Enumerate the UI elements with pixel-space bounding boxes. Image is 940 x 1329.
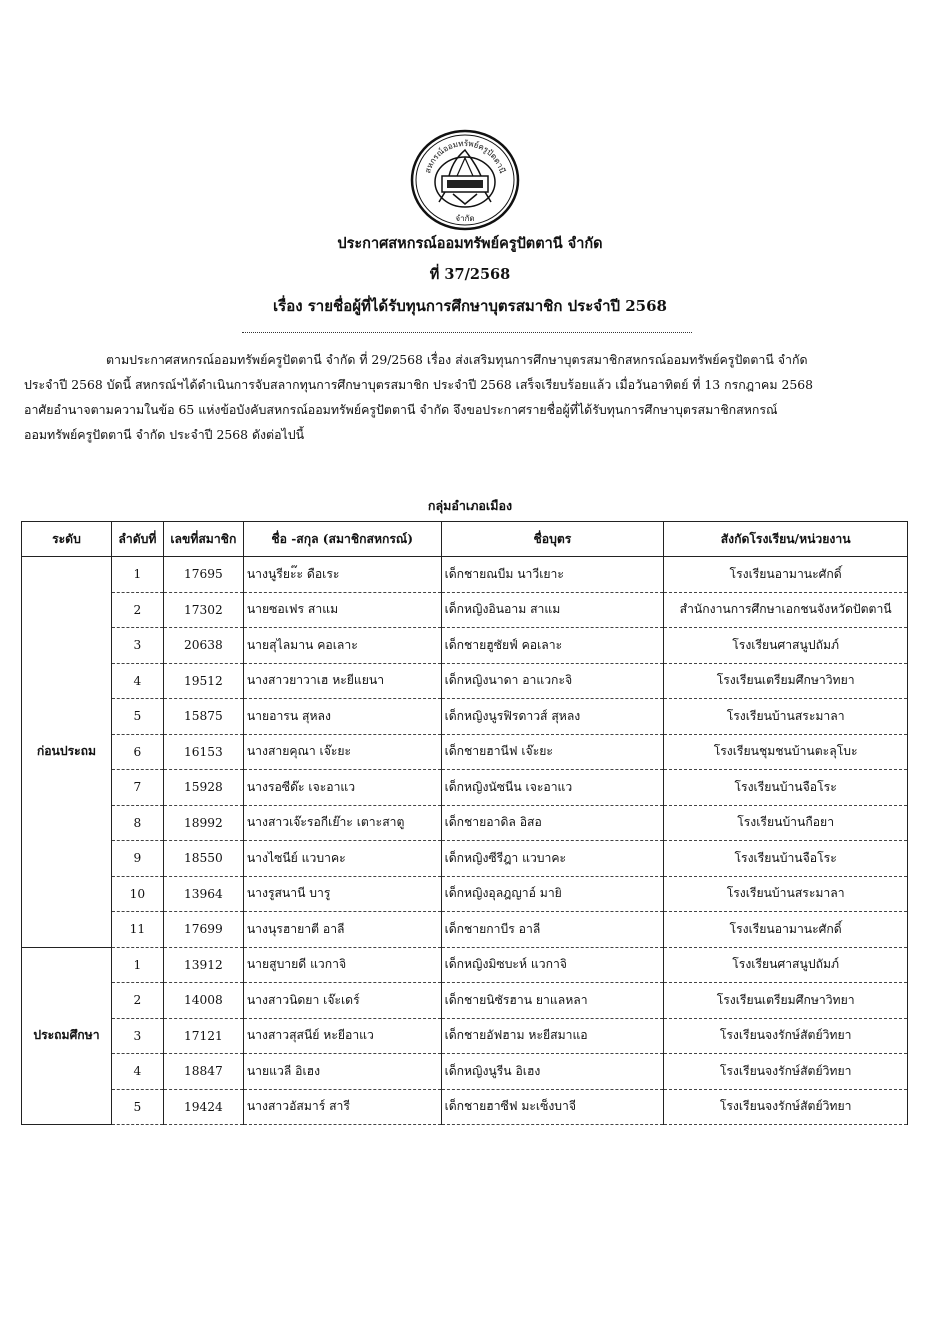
announcement-subject: เรื่อง รายชื่อผู้ที่ได้รับทุนการศึกษาบุตรสมาชิก ประจำปี 2568 bbox=[273, 297, 667, 315]
dotted-divider bbox=[242, 332, 692, 333]
order-cell: 1 bbox=[111, 947, 163, 983]
school-cell: โรงเรียนจงรักษ์สัตย์วิทยา bbox=[664, 1089, 908, 1125]
child-name-cell: เด็กชายฮาซีฟ มะเซ็งบาจี bbox=[441, 1089, 664, 1125]
child-name-cell: เด็กชายฮานีฟ เจ๊ะยะ bbox=[441, 734, 664, 770]
child-name-cell: เด็กชายนิซัรฮาน ยาแลหลา bbox=[441, 983, 664, 1019]
member-name-cell: นางนุรฮายาตี อาลี bbox=[243, 912, 441, 948]
header-order: ลำดับที่ bbox=[111, 522, 163, 557]
table-row bbox=[22, 592, 908, 628]
school-cell: โรงเรียนบ้านกือยา bbox=[664, 805, 908, 841]
member-id-cell: 15875 bbox=[163, 699, 243, 735]
member-name-cell: นายอารน สุหลง bbox=[243, 699, 441, 735]
member-name-cell: นายซอเฟร สาแม bbox=[243, 592, 441, 628]
header-school: สังกัดโรงเรียน/หน่วยงาน bbox=[664, 522, 908, 557]
member-name-cell: นายสูบายดี แวกาจิ bbox=[243, 947, 441, 983]
member-name-cell: นางรอซีด๊ะ เจะอาแว bbox=[243, 770, 441, 806]
member-name-cell: นายแวลี อิเฮง bbox=[243, 1054, 441, 1090]
order-cell: 4 bbox=[111, 663, 163, 699]
table-row bbox=[22, 947, 908, 983]
school-cell: โรงเรียนชุมชนบ้านตะลุโบะ bbox=[664, 734, 908, 770]
order-cell: 6 bbox=[111, 734, 163, 770]
member-name-cell: นางรูสนานี บารู bbox=[243, 876, 441, 912]
table-row bbox=[22, 841, 908, 877]
order-cell: 2 bbox=[111, 592, 163, 628]
member-id-cell: 17121 bbox=[163, 1018, 243, 1054]
school-cell: โรงเรียนบ้านจือโระ bbox=[664, 770, 908, 806]
table-row bbox=[22, 628, 908, 664]
order-cell: 10 bbox=[111, 876, 163, 912]
school-cell: โรงเรียนอามานะศักดิ์ bbox=[664, 557, 908, 593]
member-id-cell: 18847 bbox=[163, 1054, 243, 1090]
table-row bbox=[22, 770, 908, 806]
body-line: ประจำปี 2568 บัดนี้ สหกรณ์ฯได้ดำเนินการจับสลากทุนการศึกษาบุตรสมาชิก ประจำปี 2568 เสร็จเรียบร้อยแล้ว เมื่อวันอาทิตย์ ที่ 13 กรกฎาคม 2568 bbox=[24, 377, 813, 392]
child-name-cell: เด็กหญิงนาดา อาแวกะจิ bbox=[441, 663, 664, 699]
school-cell: โรงเรียนศาสนูปถัมภ์ bbox=[664, 947, 908, 983]
seal-bottom-text: จำกัด bbox=[455, 214, 475, 223]
table-row bbox=[22, 699, 908, 735]
child-name-cell: เด็กหญิงอุลฎญาอ์ มายิ bbox=[441, 876, 664, 912]
order-cell: 1 bbox=[111, 557, 163, 593]
school-cell: โรงเรียนเตรียมศึกษาวิทยา bbox=[664, 983, 908, 1019]
member-id-cell: 16153 bbox=[163, 734, 243, 770]
member-id-cell: 13912 bbox=[163, 947, 243, 983]
child-name-cell: เด็กหญิงซีรีฎา แวบาคะ bbox=[441, 841, 664, 877]
member-id-cell: 19424 bbox=[163, 1089, 243, 1125]
member-name-cell: นางสาวเจ๊ะรอกีเย๊าะ เตาะสาตู bbox=[243, 805, 441, 841]
child-name-cell: เด็กชายณบีม นาวีเยาะ bbox=[441, 557, 664, 593]
member-id-cell: 20638 bbox=[163, 628, 243, 664]
table-row bbox=[22, 1054, 908, 1090]
table-row bbox=[22, 663, 908, 699]
scholarship-table bbox=[21, 521, 908, 1125]
table-row bbox=[22, 734, 908, 770]
order-cell: 4 bbox=[111, 1054, 163, 1090]
child-name-cell: เด็กชายฮูซัยฟ์ คอเลาะ bbox=[441, 628, 664, 664]
member-id-cell: 17699 bbox=[163, 912, 243, 948]
group-title: กลุ่มอำเภอเมือง bbox=[427, 498, 513, 513]
body-line: ออมทรัพย์ครูปัตตานี จำกัด ประจำปี 2568 ดังต่อไปนี้ bbox=[24, 427, 305, 442]
member-name-cell: นางสาวสุสนีย์ หะยีอาแว bbox=[243, 1018, 441, 1054]
child-name-cell: เด็กหญิงอินอาม สาแม bbox=[441, 592, 664, 628]
school-cell: โรงเรียนจงรักษ์สัตย์วิทยา bbox=[664, 1018, 908, 1054]
body-paragraph bbox=[24, 347, 884, 447]
order-cell: 8 bbox=[111, 805, 163, 841]
order-cell: 2 bbox=[111, 983, 163, 1019]
child-name-cell: เด็กชายอัฟฮาม หะยีสมาแอ bbox=[441, 1018, 664, 1054]
member-id-cell: 19512 bbox=[163, 663, 243, 699]
school-cell: โรงเรียนเตรียมศึกษาวิทยา bbox=[664, 663, 908, 699]
member-name-cell: นางสาวยาวาเฮ หะยีแยนา bbox=[243, 663, 441, 699]
school-cell: โรงเรียนศาสนูปถัมภ์ bbox=[664, 628, 908, 664]
child-name-cell: เด็กชายอาดิล อิสอ bbox=[441, 805, 664, 841]
seal-arc-text: สหกรณ์ออมทรัพย์ครูปัตตานี bbox=[423, 138, 507, 175]
member-id-cell: 14008 bbox=[163, 983, 243, 1019]
member-name-cell: นางสาวนิดยา เจ๊ะเดร์ bbox=[243, 983, 441, 1019]
header-child-name: ชื่อบุตร bbox=[441, 522, 664, 557]
body-line: อาศัยอำนาจตามความในข้อ 65 แห่งข้อบังคับสหกรณ์ออมทรัพย์ครูปัตตานี จำกัด จึงขอประกาศรายชื่อผู้ที่ได้รับทุนการศึกษาบุตรสมาชิกสหกรณ์ bbox=[24, 402, 778, 417]
school-cell: โรงเรียนจงรักษ์สัตย์วิทยา bbox=[664, 1054, 908, 1090]
table-row bbox=[22, 876, 908, 912]
member-id-cell: 18992 bbox=[163, 805, 243, 841]
table-row bbox=[22, 912, 908, 948]
member-name-cell: นายสุไลมาน คอเลาะ bbox=[243, 628, 441, 664]
order-cell: 5 bbox=[111, 1089, 163, 1125]
school-cell: โรงเรียนบ้านสระมาลา bbox=[664, 699, 908, 735]
school-cell: โรงเรียนบ้านสระมาลา bbox=[664, 876, 908, 912]
announcement-number: ที่ 37/2568 bbox=[429, 266, 511, 283]
body-line: ตามประกาศสหกรณ์ออมทรัพย์ครูปัตตานี จำกัด ที่ 29/2568 เรื่อง ส่งเสริมทุนการศึกษาบุตรสมาชิกสหกรณ์ออมทรัพย์ครูปัตตานี จำกัด bbox=[106, 352, 808, 367]
school-cell: โรงเรียนบ้านจือโระ bbox=[664, 841, 908, 877]
table-row bbox=[22, 805, 908, 841]
order-cell: 11 bbox=[111, 912, 163, 948]
member-name-cell: นางสาวอัสมาร์ สารี bbox=[243, 1089, 441, 1125]
table-row bbox=[22, 1018, 908, 1054]
level-cell: ประถมศึกษา bbox=[22, 947, 112, 1125]
announcement-title: ประกาศสหกรณ์ออมทรัพย์ครูปัตตานี จำกัด bbox=[337, 235, 603, 252]
member-name-cell: นางสายคุณา เจ๊ะยะ bbox=[243, 734, 441, 770]
order-cell: 3 bbox=[111, 1018, 163, 1054]
order-cell: 5 bbox=[111, 699, 163, 735]
level-cell: ก่อนประถม bbox=[22, 557, 112, 948]
member-name-cell: นางนูรียะ๊ะ ดือเระ bbox=[243, 557, 441, 593]
header-level: ระดับ bbox=[22, 522, 112, 557]
member-id-cell: 15928 bbox=[163, 770, 243, 806]
member-id-cell: 13964 bbox=[163, 876, 243, 912]
header-member-name: ชื่อ -สกุล (สมาชิกสหกรณ์) bbox=[243, 522, 441, 557]
school-cell: สำนักงานการศึกษาเอกชนจังหวัดปัตตานี bbox=[664, 592, 908, 628]
cooperative-seal-icon bbox=[409, 128, 521, 232]
table-header-row bbox=[22, 522, 908, 557]
order-cell: 7 bbox=[111, 770, 163, 806]
member-id-cell: 17302 bbox=[163, 592, 243, 628]
child-name-cell: เด็กหญิงนูรฟิรดาวส์ สุหลง bbox=[441, 699, 664, 735]
child-name-cell: เด็กหญิงนัซนีน เจะอาแว bbox=[441, 770, 664, 806]
table-row bbox=[22, 983, 908, 1019]
child-name-cell: เด็กหญิงนูรีน อิเฮง bbox=[441, 1054, 664, 1090]
table-row bbox=[22, 557, 908, 593]
child-name-cell: เด็กชายกาบีร อาลี bbox=[441, 912, 664, 948]
member-name-cell: นางไซนีย์ แวบาคะ bbox=[243, 841, 441, 877]
order-cell: 9 bbox=[111, 841, 163, 877]
order-cell: 3 bbox=[111, 628, 163, 664]
table-row bbox=[22, 1089, 908, 1125]
member-id-cell: 18550 bbox=[163, 841, 243, 877]
header-member-id: เลขที่สมาชิก bbox=[163, 522, 243, 557]
child-name-cell: เด็กหญิงมิซบะห์ แวกาจิ bbox=[441, 947, 664, 983]
school-cell: โรงเรียนอามานะศักดิ์ bbox=[664, 912, 908, 948]
member-id-cell: 17695 bbox=[163, 557, 243, 593]
